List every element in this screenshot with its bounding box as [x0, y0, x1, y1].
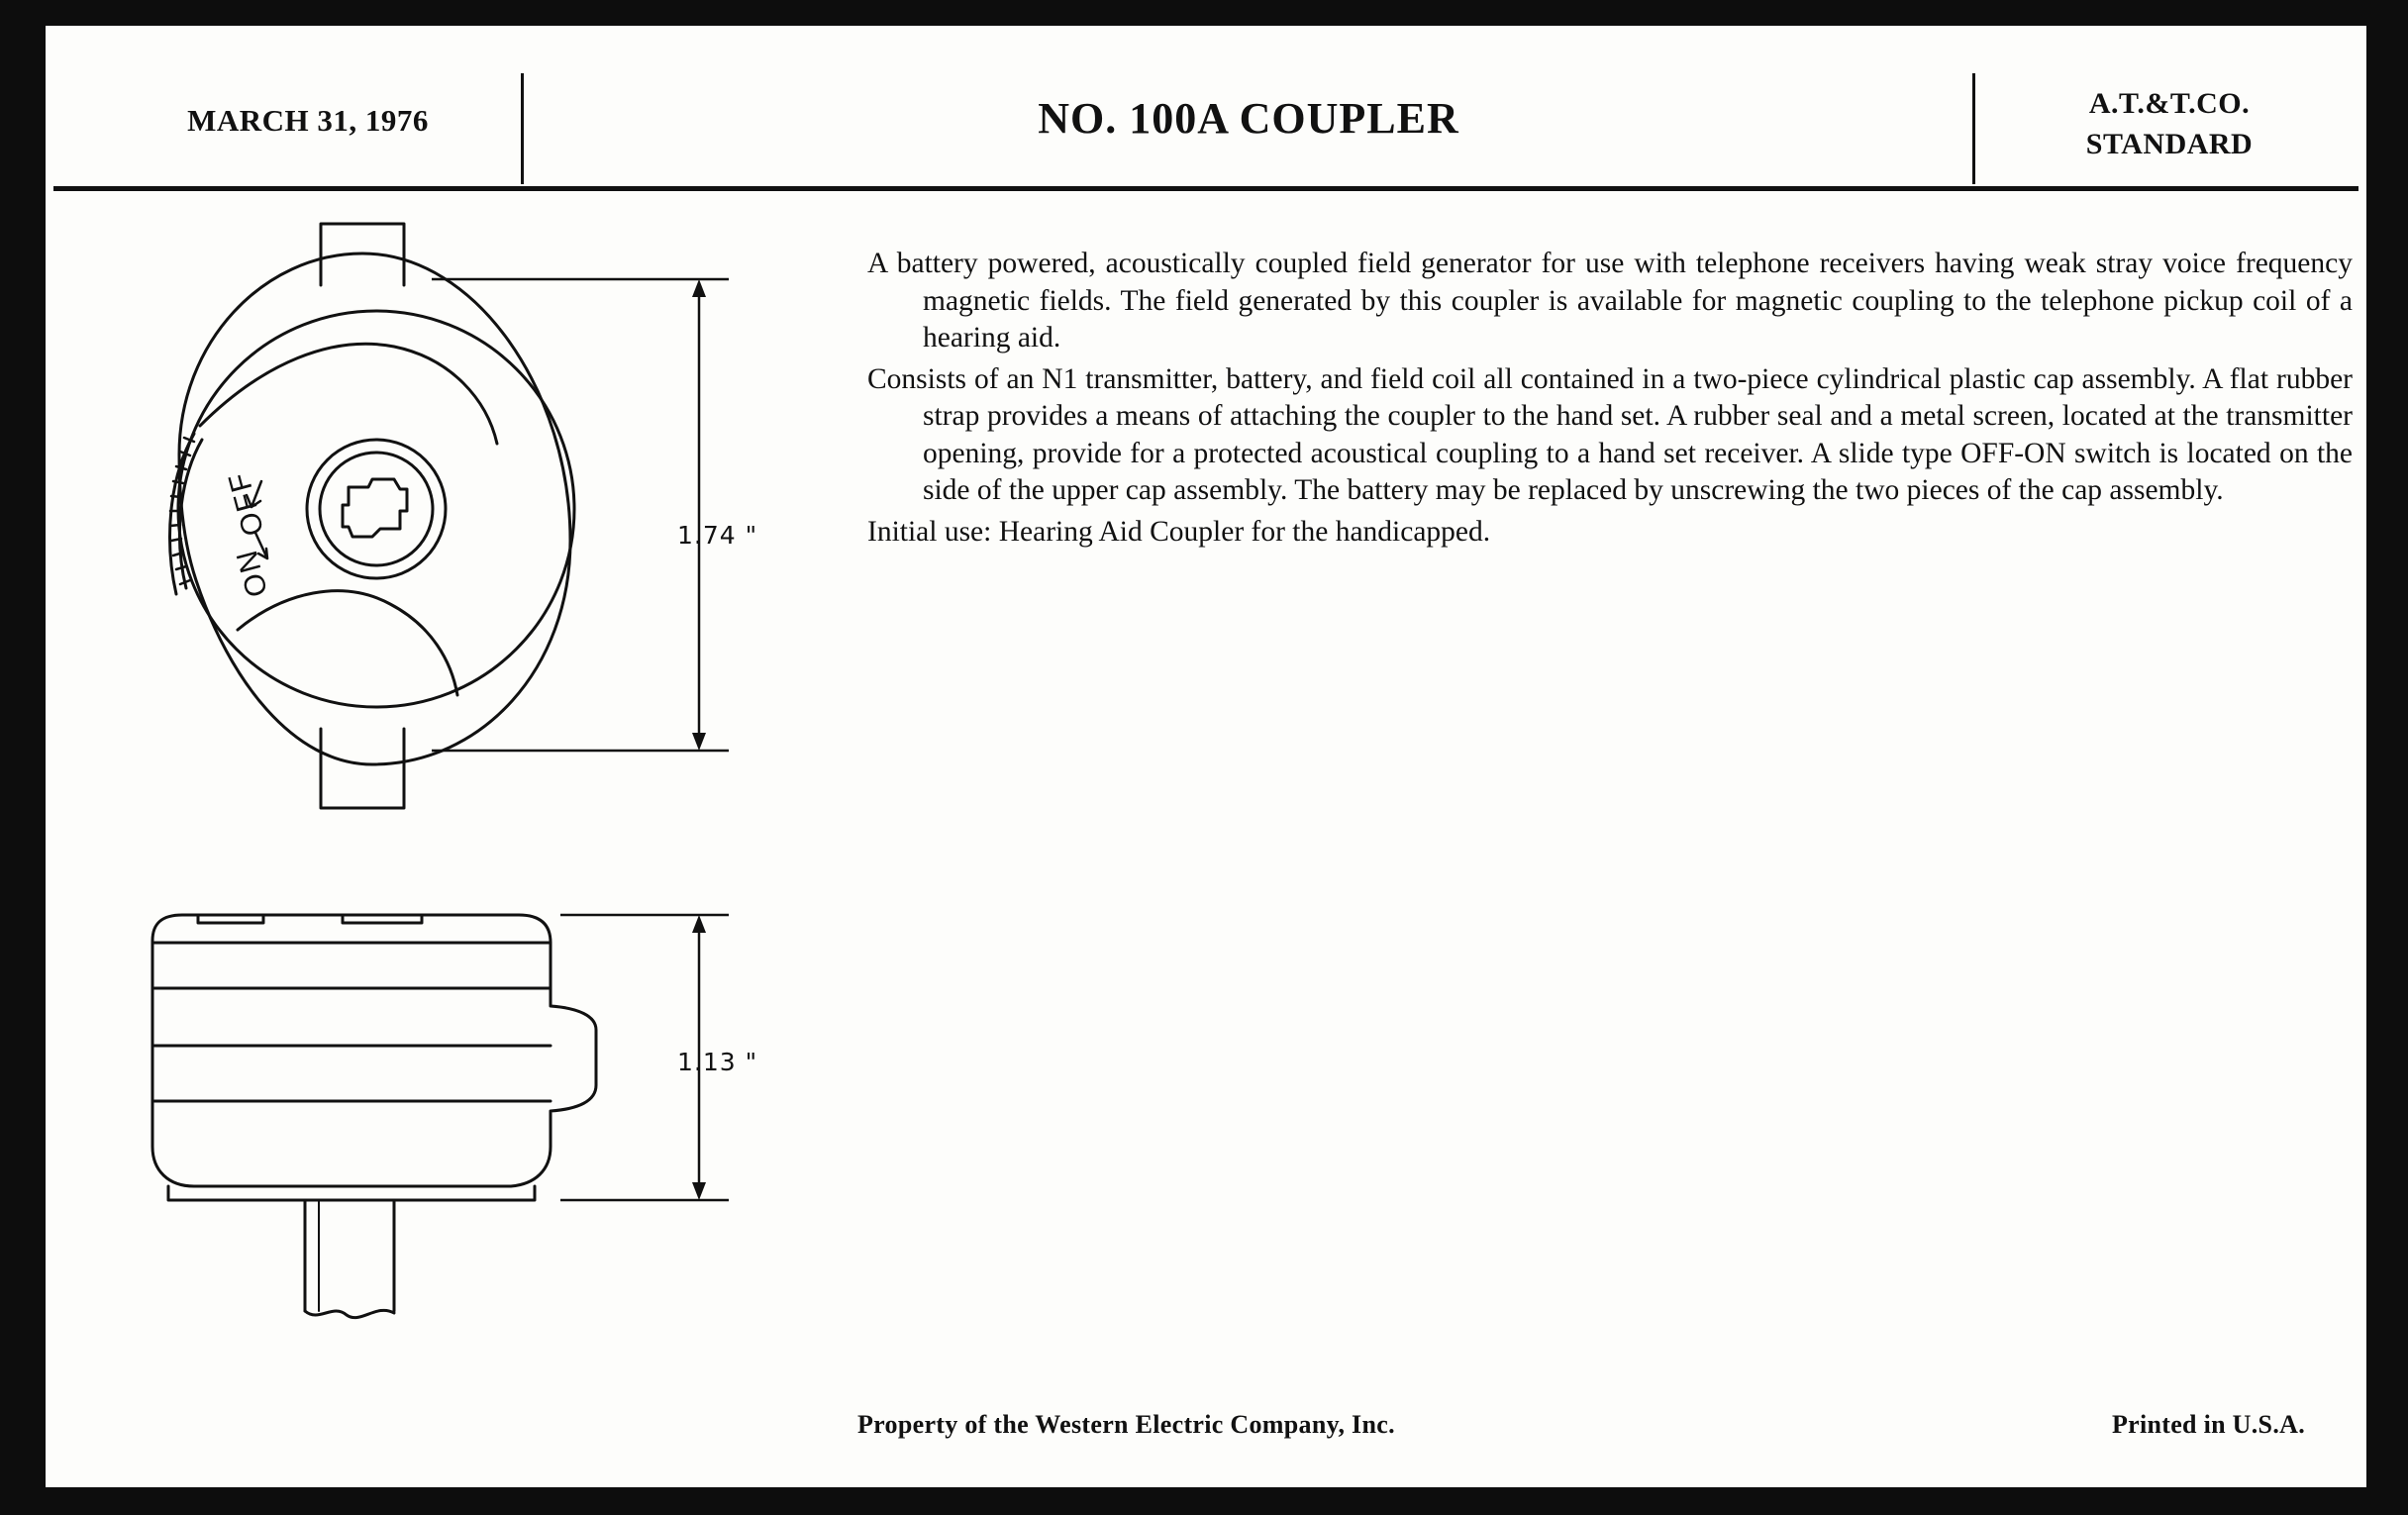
document-page — [46, 26, 2366, 1487]
top-view-dimension-label: 1.74 " — [677, 521, 758, 550]
page-title: NO. 100A COUPLER — [1038, 94, 1459, 143]
switch-label-off: OFF — [222, 467, 271, 540]
footer-printed-notice: Printed in U.S.A. — [2111, 1410, 2305, 1439]
header-company — [1986, 83, 2353, 164]
description-text — [867, 246, 2353, 555]
description-paragraph-2: Consists of an N1 transmitter, battery, and field coil all contained in a two-piece cylindrical plastic cap assembly. A flat rubber strap provides a means of attaching the coupler to the hand set. A rubber seal and a metal screen, located at the transmitter opening, provide for a protected acoustical coupling to a hand set receiver. A slide type OFF-ON switch is located on the side of the upper cap assembly. The battery may be replaced by unscrewing the two pieces of the cap assembly. — [867, 362, 2353, 506]
description-paragraph-1: A battery powered, acoustically coupled field generator for use with telephone receivers having weak stray voice frequency magnetic fields. The field generated by this coupler is available for magnetic coupling to the telephone pickup coil of a hearing aid. — [867, 248, 2353, 354]
page-header — [46, 26, 2366, 172]
header-divider-right — [1972, 73, 1975, 184]
description-paragraph-3: Initial use: Hearing Aid Coupler for the handicapped. — [867, 515, 1491, 548]
side-view-drawing — [135, 897, 808, 1353]
footer-property-notice: Property of the Western Electric Company, Inc. — [857, 1410, 1395, 1439]
header-company-line2: STANDARD — [2085, 128, 2254, 160]
header-company-line1: A.T.&T.CO. — [2088, 87, 2251, 120]
header-divider-left — [521, 73, 524, 184]
header-bottom-rule — [53, 186, 2358, 191]
switch-label-on: ON — [230, 545, 275, 601]
header-date: MARCH 31, 1976 — [187, 103, 429, 138]
side-view-dimension-label: 1.13 " — [677, 1048, 758, 1076]
